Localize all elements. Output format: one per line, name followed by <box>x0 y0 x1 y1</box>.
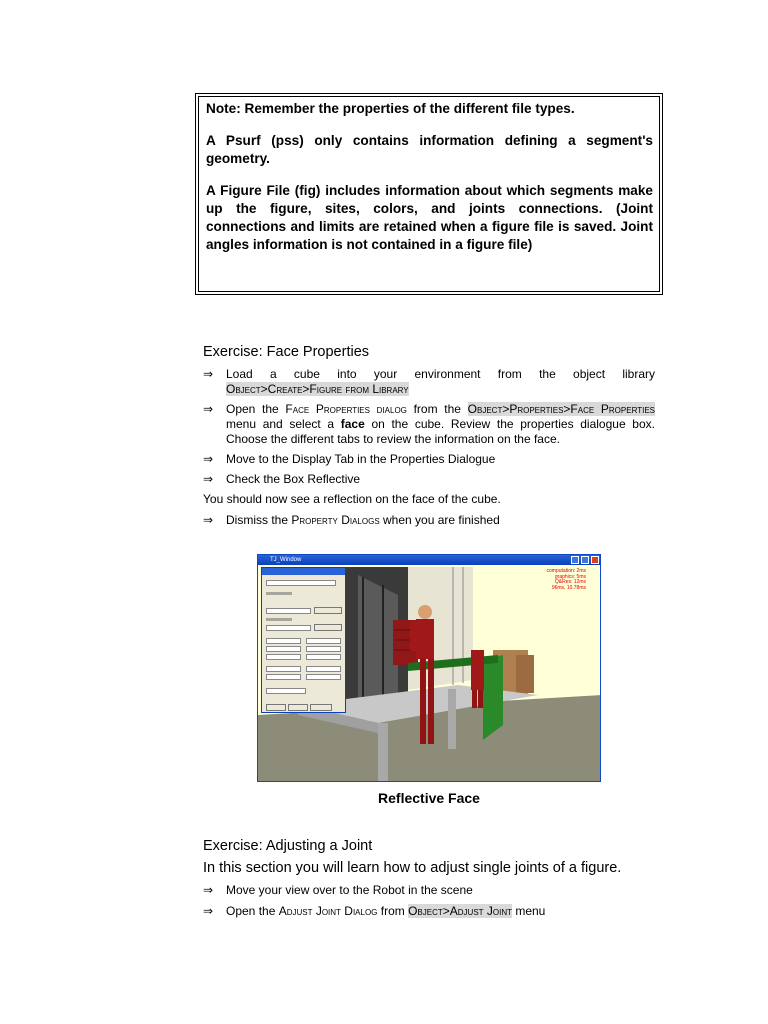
arrow-bullet-icon: ⇒ <box>203 367 214 381</box>
dialog-field <box>306 654 341 660</box>
step-text: on the cube. Review the properties dialogue box. Choose the different tabs to review the information on the face. <box>226 417 655 446</box>
note-line-1: Note: Remember the properties of the different file types. <box>206 101 575 116</box>
step-text: menu <box>511 904 546 918</box>
step-text: from <box>377 904 409 918</box>
dialog-field <box>266 608 311 614</box>
bold-word: face <box>340 417 365 431</box>
step-check-reflective <box>203 472 655 487</box>
window-titlebar <box>258 555 600 565</box>
window-title: TJ_Window <box>270 557 302 563</box>
note-line-2: A Psurf (pss) only contains information defining a segment's geometry. <box>206 133 653 166</box>
note-box <box>195 93 663 295</box>
dialog-name: Adjust Joint Dialog <box>278 904 378 918</box>
dialog-label <box>266 618 292 621</box>
dialog-field <box>266 666 301 672</box>
dialog-button <box>266 704 286 711</box>
exercise-2-intro: In this section you will learn how to adjust single joints of a figure. <box>203 860 622 876</box>
exercise-face-properties <box>203 343 655 528</box>
step-text: Load a cube into your environment from the object library <box>226 367 655 381</box>
exercise-1-title: Exercise: Face Properties <box>203 344 370 360</box>
step-text: Dismiss the <box>226 513 292 527</box>
reflection-note: You should now see a reflection on the face of the cube. <box>203 492 501 506</box>
dialog-button <box>310 704 332 711</box>
arrow-bullet-icon: ⇒ <box>203 452 214 466</box>
reflective-face-screenshot <box>257 554 601 782</box>
figure-caption: Reflective Face <box>378 790 480 806</box>
arrow-bullet-icon: ⇒ <box>203 883 214 897</box>
exercise-1-steps <box>203 367 655 487</box>
exercise-2-title: Exercise: Adjusting a Joint <box>203 838 373 854</box>
dialog-button <box>288 704 308 711</box>
step-text: when you are finished <box>379 513 500 527</box>
dialog-field <box>266 625 311 631</box>
step-text: Open the <box>226 402 286 416</box>
dialog-button <box>314 624 342 631</box>
step-text: Check the Box Reflective <box>226 472 361 486</box>
dialog-field <box>266 638 301 644</box>
step-dismiss <box>203 513 655 528</box>
step-move-view <box>203 883 655 898</box>
stat-line: Q&Res: 12ms <box>554 579 586 585</box>
step-text: Move your view over to the Robot in the scene <box>226 883 473 897</box>
dialog-field <box>306 646 341 652</box>
exercise-1-steps-cont <box>203 513 655 528</box>
note-line-3: A Figure File (fig) includes information about which segments make up the figure, sites, colors, and joints connections. (Joint connections and limits are retained when a figure file is saved. Joint angles information is not contained in a figure file) <box>206 183 653 252</box>
dialog-button <box>314 607 342 614</box>
dialog-field <box>266 688 306 694</box>
step-text: Open the <box>226 904 279 918</box>
step-open-face-dialog <box>203 402 655 447</box>
step-display-tab <box>203 452 655 467</box>
exercise-2-steps <box>203 883 655 919</box>
dialog-name: Face Properties dialog <box>285 402 407 416</box>
dialog-name: Property Dialogs <box>291 513 380 527</box>
stat-line: 96ms, 10.78ms <box>551 584 586 591</box>
arrow-bullet-icon: ⇒ <box>203 513 214 527</box>
arrow-bullet-icon: ⇒ <box>203 904 214 918</box>
dialog-label <box>266 592 292 595</box>
menu-path: Object>Adjust Joint <box>408 904 512 918</box>
step-load-cube <box>203 367 655 397</box>
menu-path: Object>Create>Figure from Library <box>226 382 409 396</box>
step-text: menu and select a <box>226 417 341 431</box>
menu-path: Object>Properties>Face Properties <box>467 402 655 416</box>
exercise-adjusting-joint <box>203 837 655 919</box>
step-text: from the <box>406 402 468 416</box>
dialog-field <box>306 638 341 644</box>
face-properties-dialog <box>261 567 346 713</box>
close-icon <box>591 556 599 564</box>
step-open-adjust-joint <box>203 904 655 919</box>
dialog-field <box>266 646 301 652</box>
step-text: Move to the Display Tab in the Properties Dialogue <box>226 452 496 466</box>
performance-stats <box>547 569 586 591</box>
dialog-field <box>306 666 341 672</box>
note-box-inner <box>198 96 660 292</box>
arrow-bullet-icon: ⇒ <box>203 472 214 486</box>
stat-line: graphics: 5ms <box>554 573 586 580</box>
dialog-titlebar <box>262 568 345 575</box>
dialog-field <box>266 674 301 680</box>
dialog-field <box>266 654 301 660</box>
dialog-field <box>266 580 336 586</box>
minimize-icon <box>571 556 579 564</box>
maximize-icon <box>581 556 589 564</box>
arrow-bullet-icon: ⇒ <box>203 402 214 416</box>
dialog-field <box>306 674 341 680</box>
stat-line: computation: 2ms <box>546 568 586 574</box>
